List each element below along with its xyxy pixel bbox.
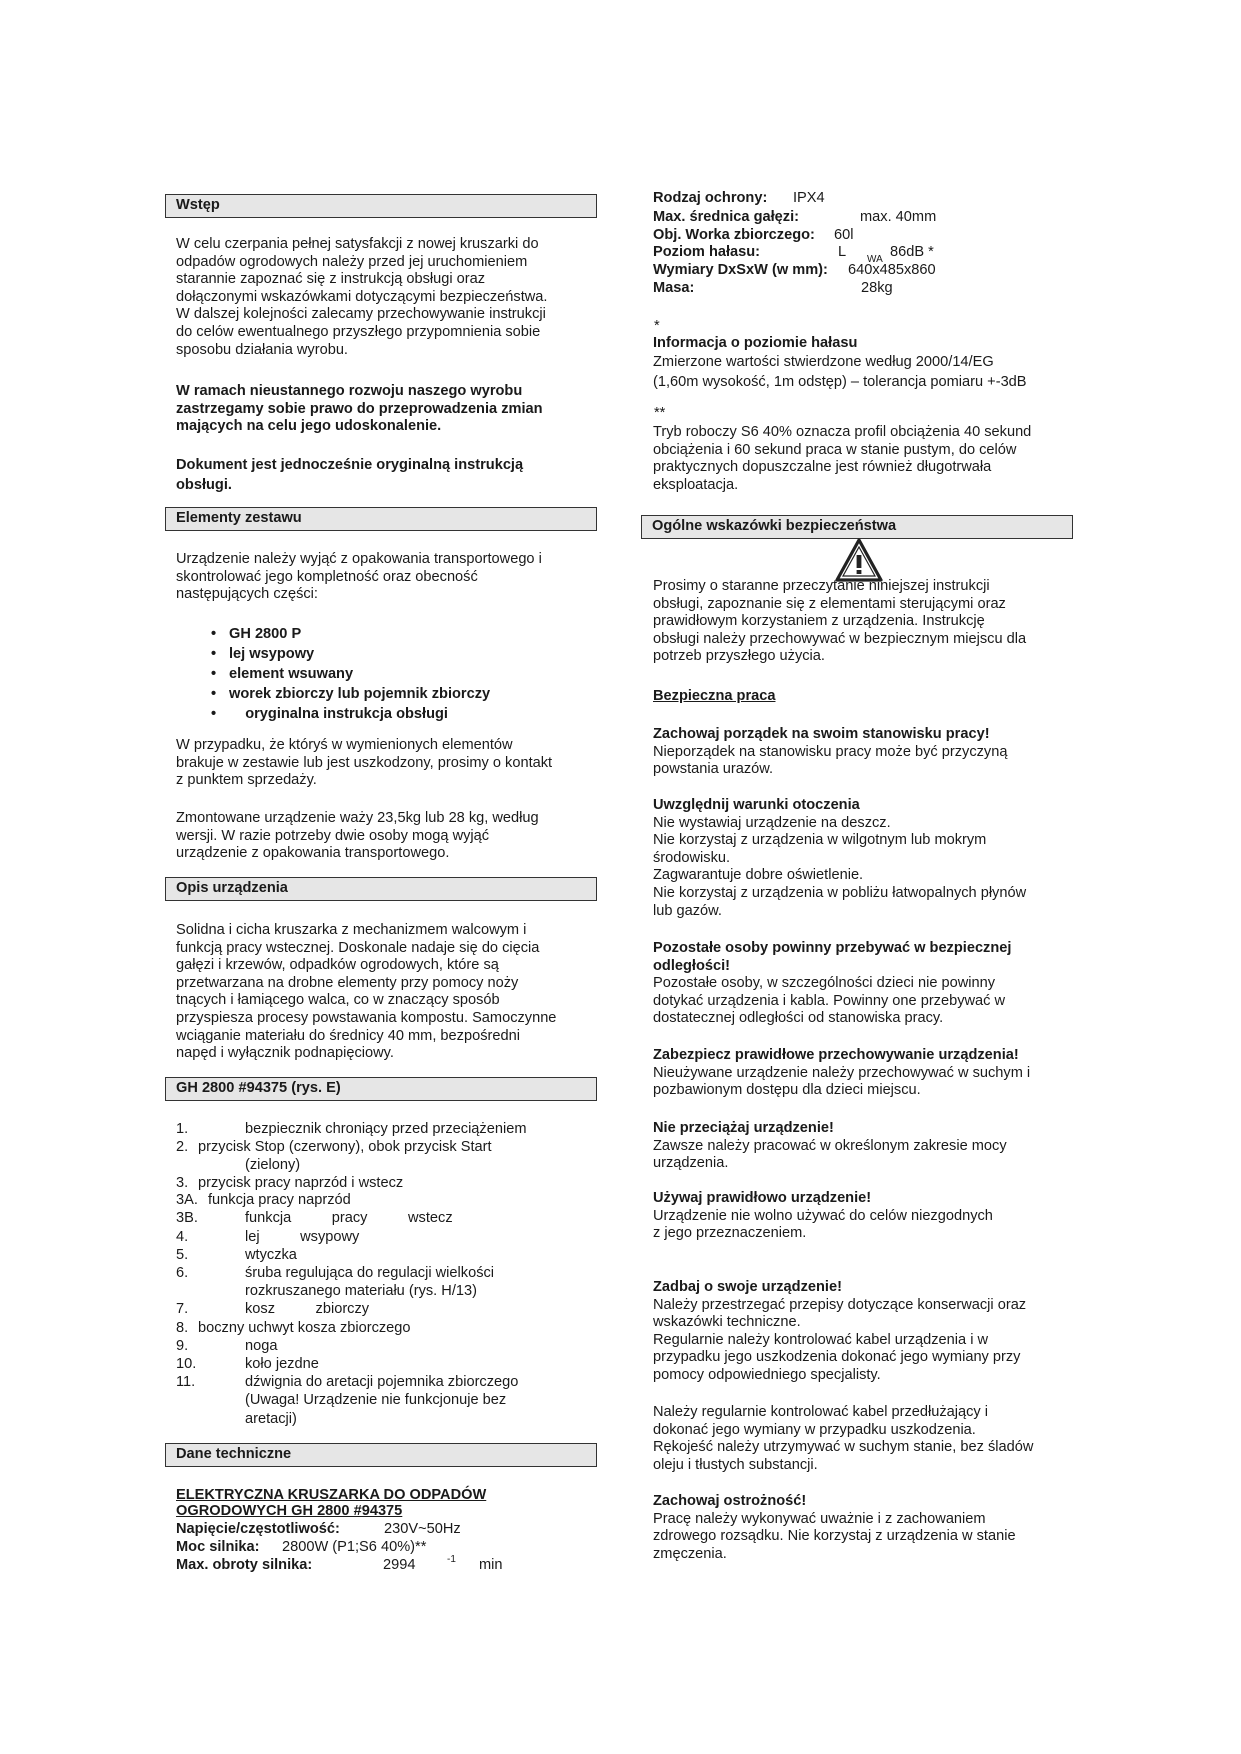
safe-work-subheading: Bezpieczna praca xyxy=(653,688,776,704)
list-item-number: 9. xyxy=(176,1338,189,1354)
section-header-opis: Opis urządzenia xyxy=(165,877,597,901)
spec-mass-label: Masa: xyxy=(653,280,695,296)
list-item: • worek zbiorczy lub pojemnik zbiorczy xyxy=(211,686,490,706)
safety-section-overload: Nie przeciążaj urządzenie! Zawsze należy pracować w określonym zakresie mocy urządzenia. xyxy=(653,1120,1007,1172)
list-item-text: śruba regulująca do regulacji wielkości xyxy=(245,1265,495,1281)
spec-noise-L: L xyxy=(838,244,847,260)
list-item-text: aretacji) xyxy=(245,1411,297,1427)
list-item-text: przycisk Stop (czerwony), obok przycisk Start xyxy=(198,1139,492,1155)
list-item-number: 3B. xyxy=(176,1210,198,1226)
list-item-number: 10. xyxy=(176,1356,197,1372)
safety-section-environment: Uwzględnij warunki otoczenia Nie wystawiaj urządzenie na deszcz. Nie korzystaj z urządzenia w wilgotnym lub mokrym środowisku. Zagwarantuje dobre oświetlenie. Nie korzystaj z urządzenia w pobliżu łatwopalnych płynów lub gazów. xyxy=(653,797,1027,919)
safety-section-storage: Zabezpiecz prawidłowe przechowywanie urządzenia! Nieużywane urządzenie należy przechowywać w suchym i pozbawionym dostępu dla dzieci miejscu. xyxy=(653,1047,1031,1099)
list-item-number: 1. xyxy=(176,1121,189,1137)
safety-section-caution: Zachowaj ostrożność! Pracę należy wykonywać uważnie i z zachowaniem zdrowego rozsądku. Nie korzystaj z urządzenia w stanie zmęczenia. xyxy=(653,1493,1016,1562)
safety-section-other-persons: Pozostałe osoby powinny przebywać w bezpiecznej odległości! Pozostałe osoby, w szczególności dzieci nie powinny dotykać urządzenia i kabla. Powinny one przebywać w dostatecznej odległości od stanowiska pracy. xyxy=(653,940,1012,1027)
list-item-text: lej wsypowy xyxy=(245,1229,360,1245)
spec-voltage-label: Napięcie/częstotliwość: xyxy=(176,1521,340,1537)
elementy-paragraph-2: W przypadku, że któryś w wymienionych elementów brakuje w zestawie lub jest uszkodzony, prosimy o kontakt z punktem sprzedaży. xyxy=(176,737,553,789)
list-item-number: 3A. xyxy=(176,1192,198,1208)
safety-section-care: Zadbaj o swoje urządzenie! Należy przestrzegać przepisy dotyczące konserwacji oraz wskazówki techniczne. Regularnie należy kontrolować kabel urządzenia i w przypadku jego uszkodzenia dokonać jego wymiany przy pomocy odpowiedniego specjalisty. xyxy=(653,1279,1027,1383)
opis-paragraph: Solidna i cicha kruszarka z mechanizmem walcowym i funkcją pracy wstecznej. Doskonale nadaje się do cięcia gałęzi i krzewów, odpadków ogrodowych, które są przetwarzana na drobne elementy przy pomocy noży tnących i łamiącego walca, co w znaczący sposób przyspiesza procesy powstawania kompostu. Samoczynne wciąganie materiału do średnicy 40 mm, bezpośredni napęd i wyłącznik podnapięciowy. xyxy=(176,922,557,1062)
spec-dimensions-label: Wymiary DxSxW (w mm): xyxy=(653,262,828,278)
list-item-text: przycisk pracy naprzód i wstecz xyxy=(198,1175,404,1191)
list-item-text: (Uwaga! Urządzenie nie funkcjonuje bez xyxy=(245,1392,507,1408)
section-header-elementy: Elementy zestawu xyxy=(165,507,597,531)
list-item-text: funkcja pracy naprzód xyxy=(208,1192,351,1208)
list-item-text: (zielony) xyxy=(245,1157,301,1173)
footnote-mark-2: ** xyxy=(654,405,666,421)
spec-noise-subscript: WA xyxy=(867,254,883,265)
elementy-list xyxy=(211,626,490,726)
spec-power-label: Moc silnika: xyxy=(176,1539,260,1555)
warning-icon xyxy=(835,538,883,582)
noise-info-title: Informacja o poziomie hałasu xyxy=(653,335,858,351)
list-item: • oryginalna instrukcja obsługi xyxy=(211,706,490,726)
spec-power-value: 2800W (P1;S6 40%)** xyxy=(282,1539,427,1555)
noise-info-text: Zmierzone wartości stwierdzone według 2000/14/EG (1,60m wysokość, 1m odstęp) – tolerancja pomiaru +-3dB xyxy=(653,354,1027,390)
section-header-wstep: Wstęp xyxy=(165,194,597,218)
list-item-number: 8. xyxy=(176,1320,189,1336)
spec-rpm-unit: min xyxy=(479,1557,503,1573)
section-header-dane: Dane techniczne xyxy=(165,1443,597,1467)
list-item-text: funkcja pracy wstecz xyxy=(245,1210,453,1226)
spec-rpm-label: Max. obroty silnika: xyxy=(176,1557,313,1573)
wstep-paragraph-3: Dokument jest jednocześnie oryginalną instrukcją obsługi. xyxy=(176,457,524,493)
list-item-number: 5. xyxy=(176,1247,189,1263)
product-title-line-2: OGRODOWYCH GH 2800 #94375 xyxy=(176,1503,403,1519)
list-item: • GH 2800 P xyxy=(211,626,490,646)
spec-rpm-superscript: -1 xyxy=(447,1554,456,1565)
spec-protection-label: Rodzaj ochrony: xyxy=(653,190,768,206)
safety-section-order: Zachowaj porządek na swoim stanowisku pracy! Nieporządek na stanowisku pracy może być przyczyną powstania urazów. xyxy=(653,726,1008,778)
spec-diameter-label: Max. średnica gałęzi: xyxy=(653,209,799,225)
wstep-paragraph-1: W celu czerpania pełnej satysfakcji z nowej kruszarki do odpadów ogrodowych należy przed jej uruchomieniem starannie zapoznać się z instrukcją obsługi oraz dołączonymi wskazówkami dotyczącymi bezpieczeństwa. W dalszej kolejności zalecamy przechowywanie instrukcji do celów ewentualnego przyszłego przypomnienia sobie sposobu działania wyrobu. xyxy=(176,236,548,358)
spec-protection-value: IPX4 xyxy=(793,190,825,206)
list-item-text: noga xyxy=(245,1338,278,1354)
footnote-mark-1: * xyxy=(654,318,660,334)
product-title-line-1: ELEKTRYCZNA KRUSZARKA DO ODPADÓW xyxy=(176,1487,487,1503)
spec-noise-value: 86dB * xyxy=(890,244,934,260)
section-header-gh: GH 2800 #94375 (rys. E) xyxy=(165,1077,597,1101)
list-item: • element wsuwany xyxy=(211,666,490,686)
list-item-text: kosz zbiorczy xyxy=(245,1301,370,1317)
wstep-paragraph-2: W ramach nieustannego rozwoju naszego wyrobu zastrzegamy sobie prawo do przeprowadzenia zmian mających na celu jego udoskonalenie. xyxy=(176,383,543,435)
list-item-text: boczny uchwyt kosza zbiorczego xyxy=(198,1320,411,1336)
spec-voltage-value: 230V~50Hz xyxy=(384,1521,461,1537)
list-item: • lej wsypowy xyxy=(211,646,490,666)
list-item-number: 6. xyxy=(176,1265,189,1281)
section-header-ogolne: Ogólne wskazówki bezpieczeństwa xyxy=(641,515,1073,539)
elementy-paragraph-3: Zmontowane urządzenie waży 23,5kg lub 28 kg, według wersji. W razie potrzeby dwie osoby mogą wyjąć urządzenie z opakowania transportowego. xyxy=(176,810,539,862)
spec-bag-label: Obj. Worka zbiorczego: xyxy=(653,227,815,243)
list-item-number: 4. xyxy=(176,1229,189,1245)
list-item-text: dźwignia do aretacji pojemnika zbiorczego xyxy=(245,1374,519,1390)
list-item-text: rozkruszanego materiału (rys. H/13) xyxy=(245,1283,477,1299)
spec-noise-label: Poziom hałasu: xyxy=(653,244,761,260)
list-item-number: 7. xyxy=(176,1301,189,1317)
list-item-number: 3. xyxy=(176,1175,189,1191)
spec-rpm-value: 2994 xyxy=(383,1557,416,1573)
list-item-number: 2. xyxy=(176,1139,189,1155)
spec-diameter-value: max. 40mm xyxy=(860,209,937,225)
spec-mass-value: 28kg xyxy=(861,280,893,296)
spec-dimensions-value: 640x485x860 xyxy=(848,262,936,278)
list-item-text: bezpiecznik chroniący przed przeciążeniem xyxy=(245,1121,527,1137)
safety-section-cable: Należy regularnie kontrolować kabel przedłużający i dokonać jego wymiany w przypadku uszkodzenia. Rękojeść należy utrzymywać w suchym stanie, bez śladów oleju i tłustych substancji. xyxy=(653,1404,1034,1473)
duty-cycle-text: Tryb roboczy S6 40% oznacza profil obciążenia 40 sekund obciążenia i 60 sekund praca w stanie pustym, do celów praktycznych dopuszczalne jest również długotrwała eksploatacja. xyxy=(653,424,1032,493)
elementy-intro: Urządzenie należy wyjąć z opakowania transportowego i skontrolować jego kompletność oraz obecność następujących części: xyxy=(176,551,542,603)
list-item-text: koło jezdne xyxy=(245,1356,319,1372)
list-item-text: wtyczka xyxy=(245,1247,297,1263)
safety-section-proper-use: Używaj prawidłowo urządzenie! Urządzenie nie wolno używać do celów niezgodnych z jego przeznaczeniem. xyxy=(653,1190,993,1242)
spec-bag-value: 60l xyxy=(834,227,854,243)
ogolne-paragraph: Prosimy o staranne przeczytanie niniejszej instrukcji obsługi, zapoznanie się z elementami sterującymi oraz prawidłowym korzystaniem z urządzenia. Instrukcję obsługi należy przechowywać w bezpiecznym miejscu dla potrzeb przyszłego użycia. xyxy=(653,578,1027,665)
list-item-number: 11. xyxy=(176,1374,196,1390)
